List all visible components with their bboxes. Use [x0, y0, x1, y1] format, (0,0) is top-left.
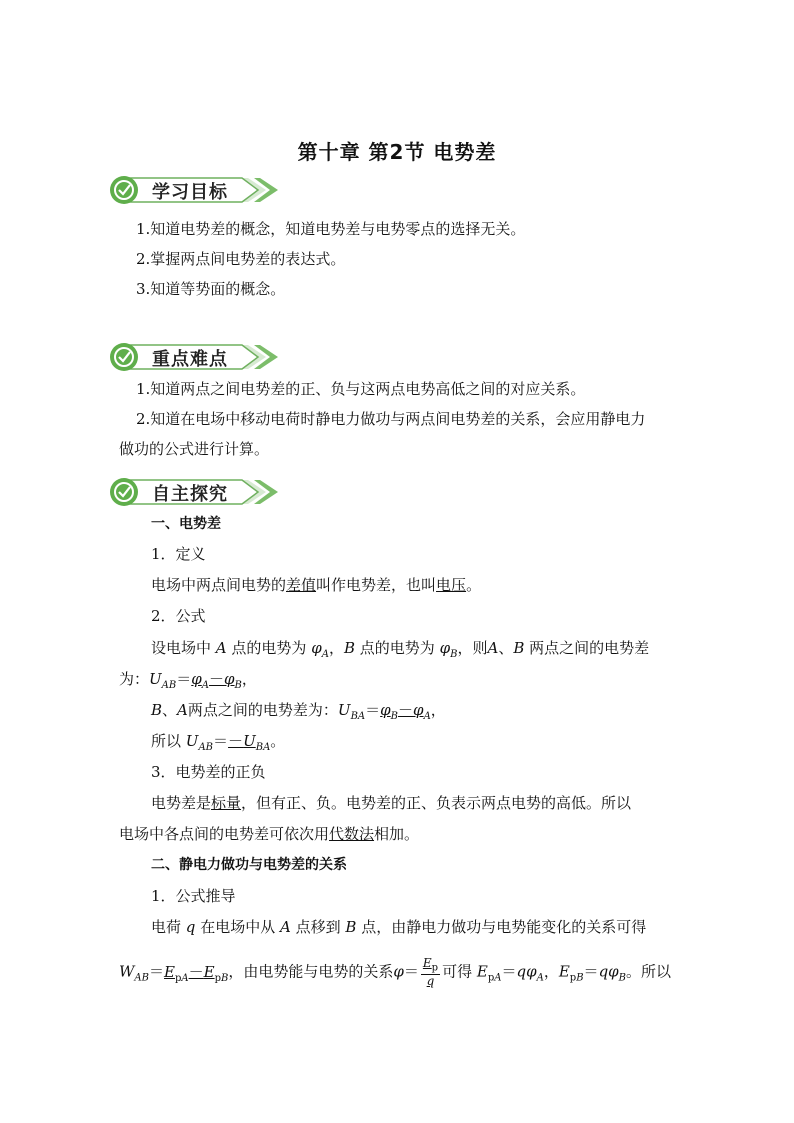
subheading-formula: 2．公式 [151, 607, 206, 625]
definition-text: 电场中两点间电势的差值叫作电势差，也叫电压。 [151, 576, 482, 594]
heading-work-relation: 二、静电力做功与电势差的关系 [151, 857, 347, 873]
formula-uba: B、A两点之间的电势差为：$U_{BA}=\varphi_B-\varphi_A$， [151, 701, 446, 722]
goal-item: 2.掌握两点间电势差的表达式。 [136, 250, 346, 268]
section-title: 重点难点 [152, 349, 228, 370]
derivation-text-1: 电荷 q 在电场中从 A 点移到 B 点，由静电力做功与电势能变化的关系可得 [151, 918, 647, 936]
section-banner-goals [108, 172, 278, 208]
subheading-derivation: 1．公式推导 [151, 887, 236, 905]
page-title: 第十章 第2节 电势差 [297, 140, 497, 164]
goal-item: 1.知道电势差的概念，知道电势差与电势零点的选择无关。 [136, 220, 526, 238]
goal-item: 3.知道等势面的概念。 [136, 280, 286, 298]
formula-uab: 为：$U_{AB}=\varphi_A-\varphi_B$， [119, 670, 257, 691]
derivation-text-2: $W_{AB}=E_{pA}-E_{pB}$，由电势能与电势的关系φ＝ $\frac{E_p}{q}$ 可得 $E_{pA}=q\varphi_A$，$E_{pB}=q\varphi_B$。所以 [119, 956, 672, 989]
section-banner-explore [108, 474, 278, 510]
formula-relation: 所以 $U_{AB}=-U_{BA}$。 [151, 732, 286, 753]
section-banner-keypoints [108, 339, 278, 375]
subheading-sign: 3．电势差的正负 [151, 763, 266, 781]
heading-potential-difference: 一、电势差 [151, 516, 221, 532]
subheading-definition: 1．定义 [151, 545, 206, 563]
formula-text-1: 设电场中 A 点的电势为 $\varphi_A$，B 点的电势为 $\varphi_B$，则A、B 两点之间的电势差 [151, 639, 650, 660]
sign-text-1: 电势差是标量，但有正、负。电势差的正、负表示两点电势的高低。所以 [151, 794, 632, 812]
fraction-ep-over-q: $\frac{E_p}{q}$ [422, 956, 439, 989]
keypoint-item: 1.知道两点之间电势差的正、负与这两点电势高低之间的对应关系。 [136, 380, 586, 398]
keypoint-item-continued: 做功的公式进行计算。 [119, 440, 270, 458]
section-title: 自主探究 [152, 484, 228, 505]
sign-text-2: 电场中各点间的电势差可依次用代数法相加。 [119, 825, 420, 843]
section-title: 学习目标 [152, 182, 228, 203]
keypoint-item: 2.知道在电场中移动电荷时静电力做功与两点间电势差的关系，会应用静电力 [136, 410, 646, 428]
